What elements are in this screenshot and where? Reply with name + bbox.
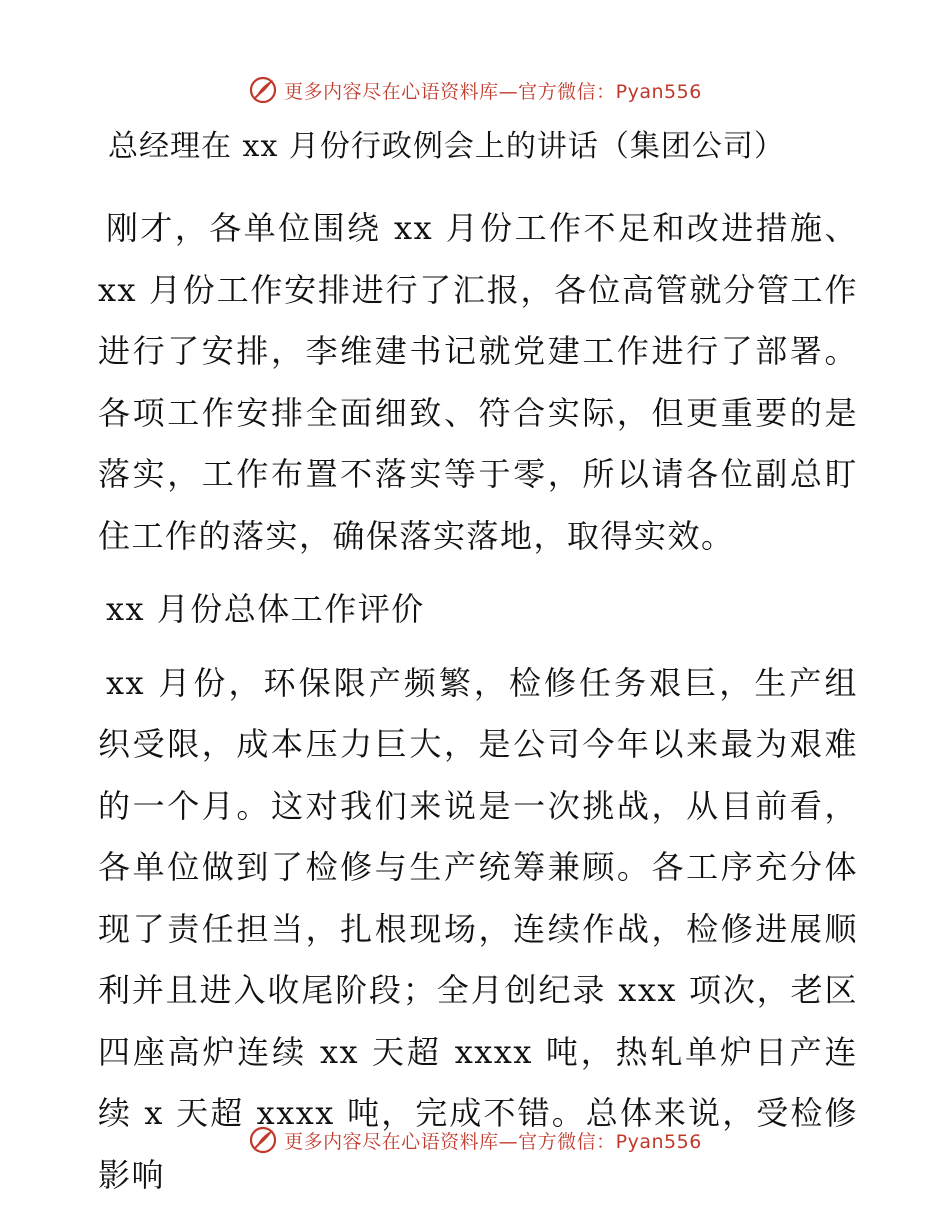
paragraph-intro: 刚才，各单位围绕 xx 月份工作不足和改进措施、xx 月份工作安排进行了汇报，各位高管就分管工作进行了安排，李维建书记就党建工作进行了部署。各项工作安排全面细致、符合实际，但更重要的是落实，工作布置不落实等于零，所以请各位副总盯住工作的落实，确保落实落地，取得实效。 (98, 209, 858, 555)
section-heading: xx 月份总体工作评价 (106, 590, 425, 628)
watermark-text: 更多内容尽在心语资料库—官方微信：Pyan556 (284, 80, 702, 103)
document-body (98, 198, 858, 1206)
quill-pen-logo-icon (248, 75, 278, 105)
quill-pen-logo-icon (248, 1125, 278, 1155)
header-watermark (0, 73, 950, 107)
page-title: 总经理在 xx 月份行政例会上的讲话（集团公司） (108, 129, 785, 164)
watermark-text: 更多内容尽在心语资料库—官方微信：Pyan556 (284, 1130, 702, 1153)
paragraph-evaluation: xx 月份，环保限产频繁，检修任务艰巨，生产组织受限，成本压力巨大，是公司今年以来最为艰难的一个月。这对我们来说是一次挑战，从目前看，各单位做到了检修与生产统筹兼顾。各工序充分体现了责任担当，扎根现场，连续作战，检修进展顺利并且进入收尾阶段；全月创纪录 xxx 项次，老区四座高炉连续 xx 天超 xxxx 吨，热轧单炉日产连续 x 天超 xxxx 吨，完成不错。总体来说，受检修影响 (98, 663, 858, 1194)
footer-watermark (0, 1123, 950, 1157)
